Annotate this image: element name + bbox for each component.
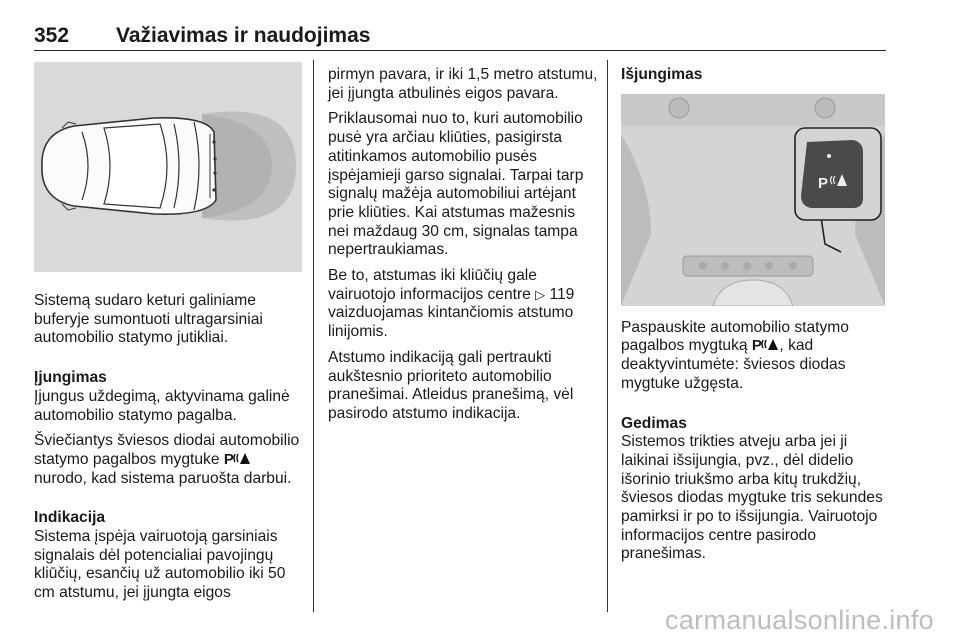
off-text-end: , kad deaktyvintumėte: šviesos diodas mygtuke užgęsta.	[621, 337, 846, 392]
column-divider	[607, 60, 608, 612]
paragraph-dic	[328, 267, 598, 342]
paragraph-on: Įjungus uždegimą, aktyvinama galinė automobilio statymo pagalba.	[34, 387, 290, 424]
page-reference-arrow-icon: ▷	[535, 286, 546, 302]
led-text-start: Šviečiantys šviesos diodai automobilio statymo pagalbos mygtuke	[34, 432, 300, 468]
column-divider	[313, 60, 314, 612]
button-location-figure	[621, 94, 885, 306]
paragraph-indication: Sistema įspėja vairuotoją garsiniais signalais dėl potencialiai pavojingų kliūčių, esančių už automobilio iki 50 cm atstumu, jei įjungta eigos	[34, 528, 286, 602]
paragraph-range: pirmyn pavara, ir iki 1,5 metro atstumu, jei įjungta atbulinės eigos pavara.	[328, 66, 598, 102]
dic-text-start: Be to, atstumas iki kliūčių gale vairuotojo informacijos centre	[328, 267, 537, 303]
page-number: 352	[34, 24, 70, 47]
paragraph-off	[621, 319, 893, 394]
led-text-end: nurodo, kad sistema paruošta darbui.	[34, 469, 292, 487]
park-assist-icon: P	[752, 337, 780, 354]
column-1	[34, 62, 302, 610]
section-heading-fault: Gedimas	[621, 414, 687, 432]
watermark: carmanualsonline.info	[665, 605, 934, 635]
page-header	[34, 22, 886, 51]
page-reference-link[interactable]: 119	[549, 285, 575, 303]
car-top-view-illustration	[34, 62, 302, 272]
section-heading-on: Įjungimas	[34, 369, 107, 387]
page-title: Važiavimas ir naudojimas	[116, 24, 371, 47]
paragraph-priority: Atstumo indikaciją gali pertraukti aukštesnio prioriteto automobilio pranešimai. Atleidus pranešimą, vėl pasirodo atstumo indikacija.	[328, 348, 574, 422]
figure-caption: Sistemą sudaro keturi galiniame buferyje sumontuoti ultragarsiniai automobilio statymo jutikliai.	[34, 292, 263, 347]
dic-text-end: vaizduojamas kintančiomis atstumo linijomis.	[328, 304, 574, 341]
section-heading-off: Išjungimas	[621, 66, 703, 83]
svg-text:P: P	[818, 174, 829, 192]
parking-sensor-figure	[34, 62, 302, 272]
paragraph-signals: Priklausomai nuo to, kuri automobilio pusė yra arčiau kliūties, pasigirsta atitinkamos automobilio pusės įspėjamieji garso signalai. Tarpai tarp signalų mažėja automobiliui artėjant prie kliūties. Kai atstumas mažesnis nei maždaug 30 cm, signalas tampa nepertraukiamas.	[328, 110, 584, 259]
column-3	[621, 66, 893, 571]
section-heading-indication: Indikacija	[34, 509, 106, 527]
off-text-start: Paspauskite automobilio statymo pagalbos mygtuką	[621, 318, 849, 355]
paragraph-fault: Sistemos trikties atveju arba jei ji laikinai išsijungia, pvz., dėl didelio išorinio triukšmo arba kitų trukdžių, šviesos diodas mygtuke tris sekundes pamirksi ir po to išsijungia. Vairuotojo informacijos centre pasirodo pranešimas.	[621, 433, 883, 563]
column-2	[328, 66, 598, 431]
center-console-illustration	[621, 94, 885, 306]
park-assist-icon: P	[224, 451, 252, 468]
paragraph-led	[34, 432, 302, 488]
